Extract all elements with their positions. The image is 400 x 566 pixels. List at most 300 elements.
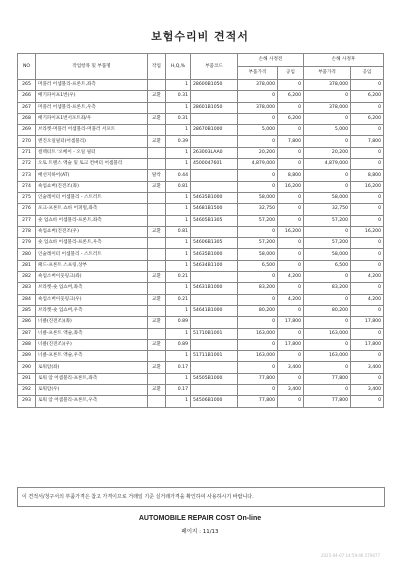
cell-before-part-price: 0 [238,181,278,192]
cell-after-part-price: 5,000 [304,125,351,136]
cell-no: 283 [18,283,36,294]
cell-item: 오토 트랜스 액슬 및 토크 컨버터 어셈블리 [36,159,148,170]
cell-after-part-price: 83,200 [304,283,351,294]
table-row [18,192,384,203]
cell-after-part-price: 0 [304,272,351,283]
cell-no: 287 [18,328,36,339]
cell-part-code: 54505B1000 [191,373,238,384]
cell-before-part-price: 57,200 [238,215,278,226]
cell-before-part-price: 5,000 [238,125,278,136]
cell-after-part-price: 378,000 [304,102,351,113]
cell-work [148,249,166,260]
cell-hqty: 0.89 [166,317,191,328]
cell-no: 284 [18,294,36,305]
cell-work [148,159,166,170]
timestamp-stamp: 2025-04-07 14:59:46 579477 [320,553,380,558]
cell-after-labor: 0 [351,192,384,203]
cell-part-code [191,113,238,124]
cell-before-labor: 3,400 [278,385,304,396]
table-row [18,351,384,362]
cell-hqty: 1 [166,80,191,91]
table-row [18,362,384,373]
cell-before-part-price: 0 [238,272,278,283]
cell-before-part-price: 58,000 [238,249,278,260]
cell-part-code: 54681B1500 [191,204,238,215]
cell-item: 로워암(좌) [36,362,148,373]
table-row [18,226,384,237]
cell-before-labor: 16,200 [278,181,304,192]
cell-no: 291 [18,373,36,384]
cell-work: 교환 [148,181,166,192]
table-row [18,170,384,181]
estimate-rows [18,80,384,408]
cell-before-part-price: 32,750 [238,204,278,215]
cell-after-labor: 0 [351,80,384,91]
cell-before-labor: 0 [278,260,304,271]
cell-before-labor: 0 [278,238,304,249]
cell-item: 인슐레이터 어셈블리 - 스트러트 [36,192,148,203]
cell-hqty: 1 [166,215,191,226]
cell-after-part-price: 378,000 [304,80,351,91]
table-row [18,283,384,294]
table-row [18,249,384,260]
cell-after-part-price: 77,800 [304,396,351,407]
header-item: 작업항목 및 부품명 [36,54,148,80]
cell-work: 교환 [148,339,166,350]
cell-item: 너클(진전조)(좌) [36,317,148,328]
cell-hqty: 0.39 [166,136,191,147]
table-row [18,272,384,283]
cell-after-part-price: 57,200 [304,238,351,249]
header-work: 작업 [148,54,166,80]
cell-after-labor: 0 [351,238,384,249]
cell-hqty: 0.81 [166,181,191,192]
cell-before-labor: 0 [278,204,304,215]
cell-work [148,351,166,362]
cell-work: 교환 [148,317,166,328]
cell-before-labor: 4,200 [278,272,304,283]
cell-before-part-price: 83,200 [238,283,278,294]
table-row [18,159,384,170]
cell-work [148,396,166,407]
cell-no: 269 [18,125,36,136]
cell-after-labor: 0 [351,305,384,316]
cell-before-part-price: 0 [238,170,278,181]
cell-no: 266 [18,91,36,102]
estimate-table [17,53,384,408]
cell-no: 273 [18,170,36,181]
cell-item: 머플러 어셈블리-프론트,우측 [36,102,148,113]
cell-part-code: 28601B1050 [191,102,238,113]
header-after-labor: 공임 [351,67,384,80]
cell-no: 276 [18,204,36,215]
cell-before-labor: 0 [278,396,304,407]
cell-part-code [191,226,238,237]
document-title: 보험수리비 견적서 [151,30,249,43]
cell-before-labor: 0 [278,305,304,316]
cell-hqty: 0.17 [166,362,191,373]
cell-no: 274 [18,181,36,192]
cell-after-part-price: 0 [304,294,351,305]
cell-no: 267 [18,102,36,113]
cell-hqty: 1 [166,249,191,260]
table-row [18,238,384,249]
cell-before-labor: 0 [278,159,304,170]
cell-part-code [191,385,238,396]
cell-after-labor: 0 [351,159,384,170]
cell-before-labor: 8,800 [278,170,304,181]
cell-before-part-price: 0 [238,385,278,396]
cell-hqty: 1 [166,328,191,339]
cell-work [148,283,166,294]
table-row [18,373,384,384]
cell-after-part-price: 0 [304,339,351,350]
header-before-labor: 공임 [278,67,304,80]
cell-item: 너클(진전조)(우) [36,339,148,350]
cell-before-labor: 17,800 [278,339,304,350]
cell-after-labor: 0 [351,351,384,362]
cell-before-part-price: 6,500 [238,260,278,271]
cell-after-part-price: 0 [304,362,351,373]
brand-footer: AUTOMOBILE REPAIR COST On-line [138,515,262,522]
cell-part-code [191,136,238,147]
cell-after-part-price: 0 [304,385,351,396]
cell-work [148,125,166,136]
cell-after-part-price: 0 [304,226,351,237]
cell-work [148,204,166,215]
cell-no: 268 [18,113,36,124]
cell-after-part-price: 4,879,000 [304,159,351,170]
cell-item: 너클-프론트 액슬,좌측 [36,328,148,339]
cell-after-part-price: 163,000 [304,328,351,339]
cell-hqty: 1 [166,192,191,203]
cell-before-part-price: 77,800 [238,396,278,407]
cell-work: 교환 [148,272,166,283]
cell-before-part-price: 0 [238,339,278,350]
cell-hqty: 1 [166,260,191,271]
cell-before-part-price: 0 [238,226,278,237]
cell-part-code [191,181,238,192]
cell-item: 브라켓-숏 업쇼버,좌측 [36,283,148,294]
cell-after-labor: 0 [351,102,384,113]
cell-part-code [191,294,238,305]
cell-item: 쇽업소버이웃링크(좌) [36,272,148,283]
cell-after-part-price: 32,750 [304,204,351,215]
cell-hqty: 1 [166,305,191,316]
cell-after-part-price: 0 [304,170,351,181]
cell-after-labor: 4,200 [351,272,384,283]
header-part-code: 부품코드 [191,54,238,80]
cell-no: 275 [18,192,36,203]
cell-before-labor: 0 [278,147,304,158]
cell-before-labor: 7,800 [278,136,304,147]
cell-no: 282 [18,272,36,283]
cell-hqty: 1 [166,204,191,215]
cell-work [148,373,166,384]
cell-after-labor: 4,200 [351,294,384,305]
cell-before-labor: 0 [278,215,304,226]
cell-work [148,192,166,203]
cell-no: 279 [18,238,36,249]
cell-after-labor: 0 [351,373,384,384]
cell-no: 288 [18,339,36,350]
table-row [18,260,384,271]
cell-no: 293 [18,396,36,407]
cell-after-part-price: 77,800 [304,373,351,384]
cell-hqty: 0.89 [166,339,191,350]
cell-after-labor: 0 [351,396,384,407]
cell-before-labor: 6,200 [278,91,304,102]
cell-no: 271 [18,147,36,158]
cell-after-part-price: 0 [304,136,351,147]
cell-hqty: 1 [166,102,191,113]
cell-item: 머플러 어셈블리-프론트,좌측 [36,80,148,91]
cell-part-code: 28670B1000 [191,125,238,136]
table-row [18,317,384,328]
header-after: 손해 사정후 [304,54,384,67]
cell-before-labor: 0 [278,249,304,260]
cell-work [148,147,166,158]
cell-part-code: 54634B1100 [191,260,238,271]
cell-hqty: 1 [166,351,191,362]
cell-item: 배선지하어(AT) [36,170,148,181]
cell-before-part-price: 0 [238,362,278,373]
cell-part-code [191,362,238,373]
table-row [18,204,384,215]
cell-after-labor: 6,200 [351,113,384,124]
cell-after-labor: 0 [351,125,384,136]
table-row [18,328,384,339]
header-hqty: H,Q,% [166,54,191,80]
cell-after-part-price: 0 [304,91,351,102]
cell-part-code [191,91,238,102]
cell-hqty: 1 [166,396,191,407]
cell-work: 교환 [148,362,166,373]
cell-work [148,80,166,91]
cell-item: 배기파이프1번서포트좌/우 [36,113,148,124]
cell-before-part-price: 0 [238,113,278,124]
cell-after-labor: 0 [351,147,384,158]
cell-before-part-price: 57,200 [238,238,278,249]
table-row [18,147,384,158]
table-row [18,385,384,396]
header-after-part-price: 부품가격 [304,67,351,80]
cell-no: 280 [18,249,36,260]
cell-part-code [191,339,238,350]
cell-no: 285 [18,305,36,316]
table-row [18,113,384,124]
cell-hqty: 0.31 [166,91,191,102]
cell-hqty: 1 [166,147,191,158]
cell-item: 쇽업쇼버(진전조(좌) [36,181,148,192]
cell-item: 로워암(우) [36,385,148,396]
cell-hqty: 1 [166,238,191,249]
cell-before-labor: 0 [278,80,304,91]
cell-before-part-price: 163,000 [238,328,278,339]
cell-no: 290 [18,362,36,373]
cell-work [148,238,166,249]
cell-no: 281 [18,260,36,271]
cell-before-part-price: 378,000 [238,80,278,91]
cell-hqty: 1 [166,125,191,136]
cell-work [148,215,166,226]
cell-before-part-price: 0 [238,294,278,305]
cell-item: 브라켓-숏 업쇼버,우측 [36,305,148,316]
cell-before-labor: 0 [278,283,304,294]
cell-no: 277 [18,215,36,226]
cell-hqty: 0.17 [166,385,191,396]
cell-item: 배기파이프1번(우) [36,91,148,102]
cell-no: 265 [18,80,36,91]
cell-after-labor: 17,800 [351,317,384,328]
cell-hqty: 0.21 [166,294,191,305]
cell-item: 패드-프론트 스프링,상부 [36,260,148,271]
cell-after-labor: 6,200 [351,91,384,102]
cell-after-labor: 7,800 [351,136,384,147]
cell-after-part-price: 6,500 [304,260,351,271]
cell-before-labor: 4,200 [278,294,304,305]
cell-item: 포크-프론트 쇼바 어퍼럴,좌측 [36,204,148,215]
cell-after-labor: 16,200 [351,181,384,192]
cell-item: 로워 암 어셈블리-프론트,우측 [36,396,148,407]
cell-work [148,328,166,339]
cell-part-code: 51711B1001 [191,351,238,362]
cell-part-code [191,272,238,283]
cell-after-part-price: 80,200 [304,305,351,316]
header-row-1 [18,54,384,67]
cell-part-code: 54506B1000 [191,396,238,407]
cell-part-code: 54635B1000 [191,249,238,260]
cell-work: 교환 [148,226,166,237]
cell-part-code: 54605B1305 [191,215,238,226]
cell-after-labor: 8,800 [351,170,384,181]
header-before: 손해 사정전 [238,54,304,67]
cell-before-labor: 16,200 [278,226,304,237]
cell-before-labor: 0 [278,102,304,113]
cell-item: 숏 업쇼바 어셈블리-프론트,우측 [36,238,148,249]
cell-after-part-price: 58,000 [304,192,351,203]
cell-after-labor: 0 [351,328,384,339]
cell-item: 인슐레이터 어셈블리 - 스트러트 [36,249,148,260]
cell-before-part-price: 80,200 [238,305,278,316]
cell-hqty: 1 [166,373,191,384]
table-row [18,80,384,91]
cell-after-part-price: 0 [304,181,351,192]
table-row [18,339,384,350]
cell-part-code [191,317,238,328]
cell-after-part-price: 20,200 [304,147,351,158]
cell-hqty: 0.81 [166,226,191,237]
cell-item: 엔진오일필터(어셈블리) [36,136,148,147]
cell-part-code [191,170,238,181]
cell-hqty: 1 [166,283,191,294]
cell-after-part-price: 57,200 [304,215,351,226]
cell-before-part-price: 0 [238,91,278,102]
cell-after-labor: 0 [351,249,384,260]
cell-part-code: 54635B1000 [191,192,238,203]
header-before-part-price: 부품가격 [238,67,278,80]
cell-before-labor: 3,400 [278,362,304,373]
table-row [18,136,384,147]
cell-after-labor: 16,200 [351,226,384,237]
cell-no: 292 [18,385,36,396]
cell-before-part-price: 163,000 [238,351,278,362]
cell-part-code: 4500047601 [191,159,238,170]
cell-item: 쇽업소버이웃링크(우) [36,294,148,305]
cell-after-part-price: 58,000 [304,249,351,260]
cell-after-labor: 0 [351,283,384,294]
cell-no: 278 [18,226,36,237]
cell-no: 289 [18,351,36,362]
cell-after-labor: 17,800 [351,339,384,350]
page-indicator: 페이지 : 11/13 [181,529,219,535]
cell-before-labor: 0 [278,351,304,362]
cell-after-labor: 3,400 [351,362,384,373]
cell-work: 교환 [148,91,166,102]
cell-hqty: 0.44 [166,170,191,181]
cell-work: 교환 [148,136,166,147]
cell-part-code: 54631B1000 [191,283,238,294]
cell-hqty: 0.31 [166,113,191,124]
cell-work [148,102,166,113]
cell-before-part-price: 58,000 [238,192,278,203]
table-row [18,102,384,113]
header-no: NO [18,54,36,80]
cell-after-part-price: 163,000 [304,351,351,362]
cell-item: 쇽업쇼버(진전조(우) [36,226,148,237]
cell-before-part-price: 0 [238,136,278,147]
cell-before-part-price: 378,000 [238,102,278,113]
table-row [18,91,384,102]
cell-work [148,260,166,271]
cell-no: 272 [18,159,36,170]
cell-part-code: 28600B1050 [191,80,238,91]
table-row [18,125,384,136]
cell-before-part-price: 4,879,000 [238,159,278,170]
table-row [18,215,384,226]
cell-after-labor: 0 [351,260,384,271]
cell-after-part-price: 0 [304,113,351,124]
cell-before-part-price: 77,800 [238,373,278,384]
cell-before-labor: 0 [278,192,304,203]
cell-part-code: 263003LAA0 [191,147,238,158]
cell-work: 탈착 [148,170,166,181]
cell-part-code: 51710B1001 [191,328,238,339]
cell-hqty: 0.21 [166,272,191,283]
cell-before-labor: 6,200 [278,113,304,124]
cell-before-labor: 0 [278,373,304,384]
cell-item: 컬렉터트 '오베이 - 오일 필터 [36,147,148,158]
cell-work: 교환 [148,385,166,396]
cell-item: 로워 암 어셈블리-프론트,좌측 [36,373,148,384]
table-row [18,294,384,305]
table-row [18,396,384,407]
cell-after-labor: 0 [351,215,384,226]
cell-part-code: 54641B1000 [191,305,238,316]
cell-after-labor: 3,400 [351,385,384,396]
cell-work [148,305,166,316]
cell-no: 270 [18,136,36,147]
cell-before-labor: 0 [278,125,304,136]
cell-no: 286 [18,317,36,328]
table-row [18,305,384,316]
cell-before-part-price: 0 [238,317,278,328]
cell-item: 브라켓-머플러 어셈블리-머플러 서포트 [36,125,148,136]
cell-work: 교환 [148,294,166,305]
cell-before-part-price: 20,200 [238,147,278,158]
cell-work: 교환 [148,113,166,124]
cell-item: 너클-프론트 액슬,우측 [36,351,148,362]
